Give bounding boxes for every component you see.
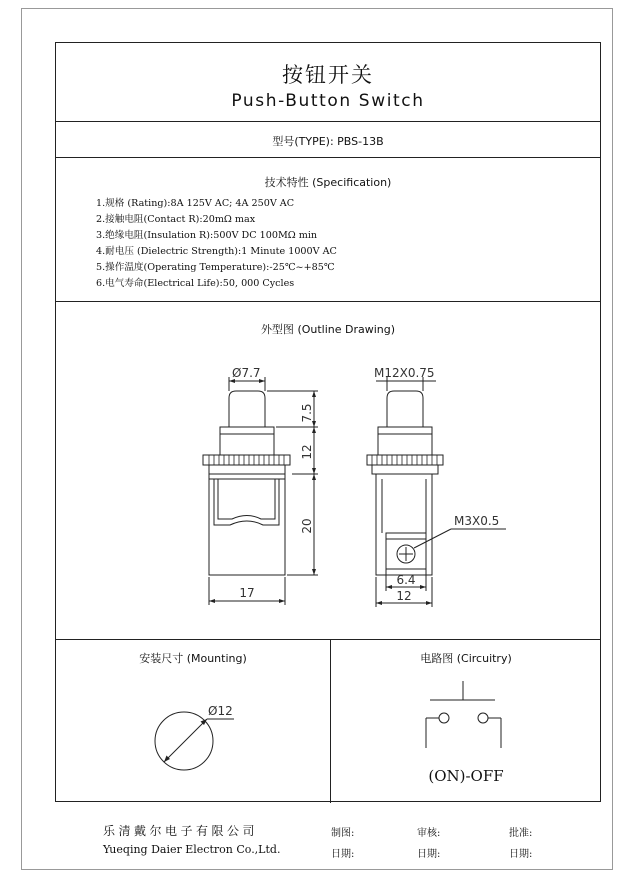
model-label: 型号(TYPE): — [272, 135, 334, 148]
circuit-label: (ON)-OFF — [428, 767, 504, 785]
divider — [56, 121, 600, 122]
spec-list — [96, 196, 337, 292]
circuit-heading-en: (Circuitry) — [456, 652, 512, 665]
dim-width: 17 — [239, 586, 255, 600]
divider — [56, 301, 600, 302]
divider — [56, 639, 600, 640]
spec-item: 5.操作温度(Operating Temperature):-25℃~+85℃ — [96, 262, 335, 273]
company-name-en: Yueqing Daier Electron Co.,Ltd. — [103, 843, 281, 856]
outline-heading-cn: 外型图 — [260, 323, 294, 336]
title-english: Push-Button Switch — [231, 91, 425, 111]
dim-thread: M12X0.75 — [374, 366, 435, 380]
outline-drawing — [56, 343, 602, 639]
document-frame — [55, 42, 601, 802]
contact-left — [439, 713, 449, 723]
company-name-cn: 乐清戴尔电子有限公司 — [103, 824, 259, 838]
dim-screw: M3X0.5 — [454, 514, 500, 528]
dim-diameter: Ø7.7 — [232, 366, 261, 380]
spec-item: 4.耐电压 (Dielectric Strength):1 Minute 1000V AC — [96, 246, 337, 257]
outline-heading-en: (Outline Drawing) — [297, 323, 396, 336]
divider — [56, 157, 600, 158]
title-chinese: 按钮开关 — [282, 63, 374, 87]
mounting-dia: Ø12 — [208, 704, 233, 718]
mounting-heading — [56, 650, 330, 666]
dim-w3: 12 — [396, 589, 412, 603]
spec-heading — [56, 174, 600, 190]
circuit-heading-cn: 电路图 — [420, 652, 454, 665]
dim-h2: 12 — [300, 444, 314, 460]
spec-item: 1.规格 (Rating):8A 125V AC; 4A 250V AC — [96, 198, 295, 209]
dim-h1: 7.5 — [300, 403, 314, 423]
date-label-3: 日期: — [509, 849, 533, 860]
dim-h3: 20 — [300, 518, 314, 534]
circuit-drawing — [330, 663, 602, 763]
mounting-heading-cn: 安装尺寸 — [139, 652, 184, 665]
nut — [203, 455, 290, 465]
spec-item: 2.接触电阻(Contact R):20mΩ max — [96, 214, 256, 225]
approved-label: 批准: — [509, 828, 533, 839]
collar — [220, 427, 274, 455]
contact-right — [478, 713, 488, 723]
drawn-label: 制图: — [331, 828, 355, 839]
spec-heading-cn: 技术特性 — [264, 176, 309, 189]
spec-item: 6.电气寿命(Electrical Life):50, 000 Cycles — [96, 278, 295, 289]
model-line — [56, 133, 600, 149]
date-label-1: 日期: — [331, 849, 355, 860]
spec-item: 3.绝缘电阻(Insulation R):500V DC 100MΩ min — [96, 230, 318, 241]
plunger — [229, 391, 265, 427]
outline-heading — [56, 321, 600, 337]
dim-w2: 6.4 — [396, 573, 416, 587]
mounting-heading-en: (Mounting) — [186, 652, 247, 665]
mounting-drawing — [56, 683, 330, 793]
model-value: PBS-13B — [337, 135, 384, 148]
side-plunger — [387, 391, 423, 427]
side-view — [367, 377, 506, 607]
checked-label: 审核: — [417, 828, 441, 839]
date-label-2: 日期: — [417, 849, 441, 860]
spec-heading-en: (Specification) — [312, 176, 392, 189]
